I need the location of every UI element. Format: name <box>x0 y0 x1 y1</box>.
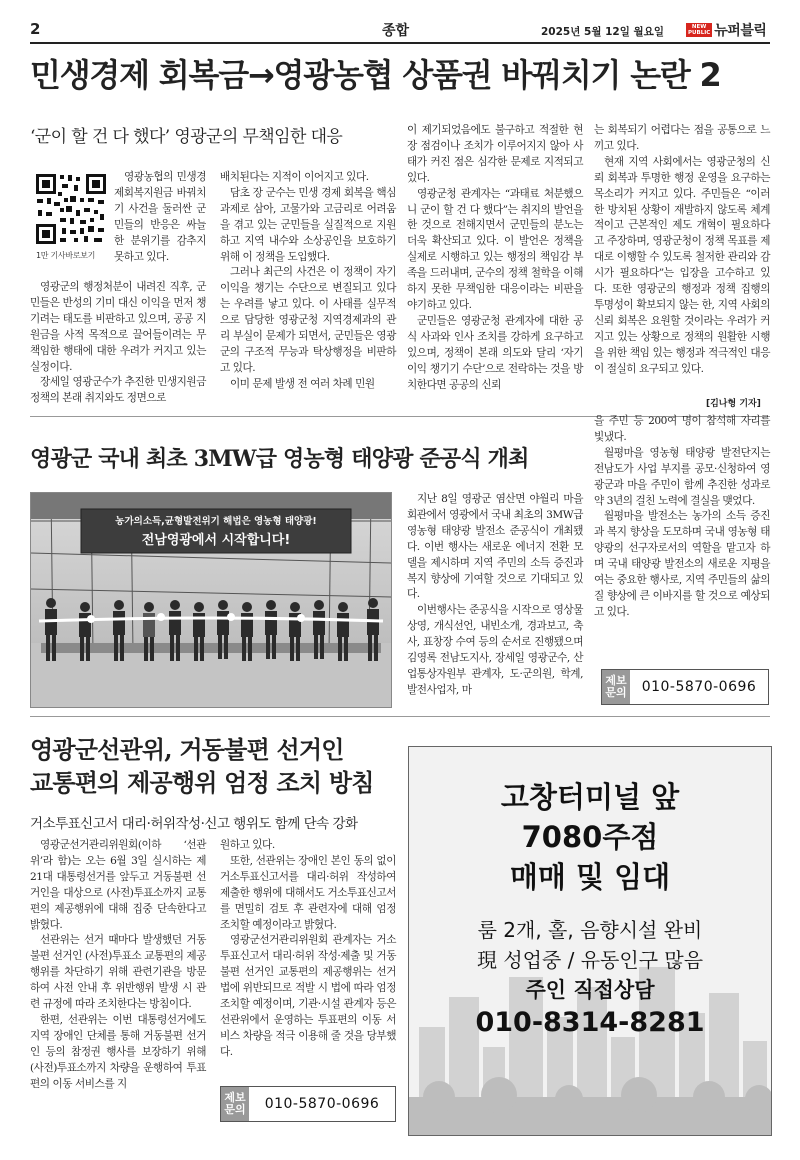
ad-phone[interactable]: 010-8314-8281 <box>475 1007 705 1038</box>
article1-col1-para: 장세일 영광군수가 추진한 민생지원금 정책의 본래 취지와도 정면으로 <box>30 376 206 405</box>
photo-banner-line2: 전남영광에서 시작합니다! <box>141 533 291 548</box>
ad-line-offer: 매매 및 임대 <box>509 860 671 894</box>
article1-col2-para: 이미 문제 발생 전 여러 차례 민원 <box>230 377 375 390</box>
article2-contact-box <box>601 669 769 705</box>
article1-col2-para: 그러나 최근의 사건은 이 정책이 자기 이익을 챙기는 수단으로 변질되고 있다는 우려를 낳고 있다. 이 사태를 실무적으로 담당한 영광군청 지역경제과의 관리 부실이 문제가 되면서, 군민들은 영광군의 구조적 무능과 탁상행정을 비판하고 있다. <box>220 266 396 374</box>
article1-col2-para: 배치된다는 지적이 이어지고 있다. <box>220 171 369 183</box>
article2-col1 <box>407 492 583 699</box>
article3-col1-para: 한편, 선관위는 이번 대통령선거에도 지역 장애인 단체를 통해 거동불편 선거인 등의 참정권 행사를 보장하기 위해 (사전)투표소까지 차량을 운행하여 투표편의 이동 서비스를 지 <box>30 1013 206 1090</box>
article1-byline: [김나형 기자] <box>706 399 761 409</box>
issue-date: 2025년 5월 12일 월요일 <box>541 26 664 38</box>
page-number: 2 <box>30 20 41 38</box>
contact-phone[interactable]: 010-5870-0696 <box>641 679 757 695</box>
contact-label: 제보 문의 <box>602 670 630 704</box>
article1-subhead: ‘군이 할 건 다 했다’ 영광군의 무책임한 대응 <box>30 127 343 147</box>
ceremony-photo <box>30 492 392 708</box>
ad-line-contact-note: 주인 직접상담 <box>525 978 655 1002</box>
ad-line-business: 7080주점 <box>521 820 659 854</box>
article3-col2 <box>220 838 396 1061</box>
article3-headline-line1: 영광군선관위, 거동불편 선거인 <box>30 735 344 764</box>
article3-subhead: 거소투표신고서 대리·허위작성·신고 행위도 함께 단속 강화 <box>30 816 358 832</box>
article3-col2-para: 원하고 있다. <box>220 839 275 851</box>
article2-col2 <box>594 414 770 621</box>
article3-col1 <box>30 838 206 1093</box>
article1-col1-para: 영광군의 행정처분이 내려진 직후, 군민들은 반성의 기미 대신 이익을 먼저 챙기려는 태도를 비판하고 있으며, 공공 지원금을 사적 목적으로 끌어들이려는 무책임한 행태에 대한 우려가 커지고 있는 실정이다. <box>30 281 206 373</box>
qr-caption: 1만 기사바로보기 <box>36 251 96 260</box>
article3-col2-para: 또한, 선관위는 장애인 본인 동의 없이 거소투표신고서를 대리·허위 작성하여 제출한 행위에 대해서도 거소투표신고서를 면밀히 검토 후 관련자에 대해 엄정 조치할 예정이라고 밝혔다. <box>220 854 396 931</box>
article1-headline: 민생경제 회복금→영광농협 상품권 바꿔치기 논란 2 <box>30 56 721 94</box>
ad-line-status: 現 성업중 / 유동인구 많음 <box>476 948 704 972</box>
masthead-logo <box>686 21 766 39</box>
article3-headline-line2: 교통편의 제공행위 엄정 조치 방침 <box>30 768 374 797</box>
article1-col3-para: 영광군청 관계자는 “과태료 처분했으니 군이 할 건 다 했다”는 취지의 발언을 한 것으로 전해지면서 군민들의 분노는 더욱 확산되고 있다. 이 발언은 정책을 실제로 시행하고 있는 행정의 책임감 부족을 드러내며, 군수의 정책 철학을 이해하지 못한 무책임한 대응이라는 비판을 야기하고 있다. <box>407 187 583 311</box>
divider <box>30 716 770 717</box>
article3-col1-para: 영광군선거관리위원회(이하 ‘선관위’라 함)는 오는 6월 3일 실시하는 제21대 대통령선거를 앞두고 거동불편 선거인을 대상으로 (사전)투표소까지 교통편의 제공행위에 대해 집중 단속한다고 밝혔다. <box>30 839 206 931</box>
photo-banner-line1: 농가의소득,균형발전위기 해법은 영농형 태양광! <box>115 516 317 527</box>
ad-line-location: 고창터미널 앞 <box>500 780 680 814</box>
article1-col1-para: 영광농협의 민생경제회복지원금 바꿔치기 사건을 둘러싼 군민들의 반응은 싸늘한 분위기를 감추지 못하고 있다. <box>114 171 206 263</box>
article2-col1-para: 지난 8일 영광군 염산면 야월리 마을회관에서 영광에서 국내 최초의 3MW급 영농형 태양광 발전소 준공식이 개최됐다. 이번 행사는 새로운 에너지 전환 모델을 제시하며 지역 주민의 소득 증진과 복지 향상에 기여할 것으로 기대되고 있다. <box>407 493 583 601</box>
logo-badge: NEW PUBLIC <box>688 24 711 36</box>
article3-contact-box <box>220 1086 396 1122</box>
advertisement <box>408 746 772 1136</box>
article3-col1-para: 선관위는 선거 때마다 발생했던 거동불편 선거인 (사전)투표소 교통편의 제공행위를 차단하기 위해 관련기관을 방문하여 사전 안내 후 위반행위 발생 시 관련 규정에 따라 조치한다는 방침이다. <box>30 934 206 1011</box>
article1-col4-para: 현재 지역 사회에서는 영광군청의 신뢰 회복과 투명한 행정 운영을 요구하는 목소리가 커지고 있다. 주민들은 “이러한 방치된 상황이 재발하지 않도록 체계적이고 근본적인 제도 개혁이 필요하다고 주장하며, 영광군청이 정책 목표를 제대로 이행할 수 있도록 철저한 관리와 감시가 필요하다”는 입장을 고수하고 있다. 또한 영광군의 행정과 정책 집행의 투명성이 확보되지 않는 한, 지역 사회의 신뢰 회복은 요원할 것이라는 우려가 커지고 있는 상황으로 정책의 원활한 시행을 위한 책임 있는 행정과 적극적인 대응이 절실히 요구되고 있다. <box>594 155 770 375</box>
article2-col2-para: 월평마을 영농형 태양광 발전단지는 전남도가 사업 부지를 공모·신청하여 영광군과 마을 주민이 함께 추진한 성과로 약 3년의 걸친 노력에 결실을 맺었다. <box>594 446 770 507</box>
article2-col1-para: 이번행사는 준공식을 시작으로 영상물 상영, 개식선언, 내빈소개, 경과보고, 축사, 표창장 수여 등의 순서로 진행됐으며 김영록 전남도지사, 장세일 영광군수, 산업통상자원부 관계자, 도·군의원, 학계, 발전사업자, 마 <box>407 604 583 696</box>
contact-label: 제보 문의 <box>221 1087 249 1121</box>
article2-col2-para: 을 주민 등 200여 명이 참석해 자리를 빛냈다. <box>594 415 770 443</box>
article1-col3-para: 군민들은 영광군청 관계자에 대한 공식 사과와 인사 조치를 강하게 요구하고 있으며, 정책이 본래 의도와 달리 ‘자기 이익 챙기기 수단’으로 전락하는 것을 방치한다면 공공의 신뢰 <box>407 314 583 391</box>
ad-line-facilities: 룸 2개, 홀, 음향시설 완비 <box>477 918 703 942</box>
section-label: 종합 <box>382 23 410 39</box>
article1-col2-para: 담초 장 군수는 민생 경제 회복을 핵심 과제로 삼아, 고물가와 고금리로 어려움을 겪고 있는 군민들을 실질적으로 지원하고 지역 내수와 소상공인을 보호하기 위해 이 정책을 도입했다. <box>220 186 396 263</box>
article3-col2-para: 영광군선거관리위원회 관계자는 거소투표신고서 대리·허위 작성·제출 및 거동불편 선거인 교통편의 제공행위는 선거법에 위반되므로 적발 시 법에 따라 엄정 조치할 예정이며, 기관·시설 관계자 등은 선관위에서 운영하는 투표편의 이동 서비스 차량을 적극 이용해 줄 것을 당부했다. <box>220 934 396 1058</box>
article1-col3-para: 이 제기되었음에도 불구하고 적절한 현장 점검이나 조치가 이루어지지 않아 사태가 커진 점은 심각한 문제로 지적되고 있다. <box>407 124 583 184</box>
contact-phone[interactable]: 010-5870-0696 <box>264 1096 380 1112</box>
article1-col4-para: 는 회복되기 어렵다는 점을 공통으로 느끼고 있다. <box>594 124 770 152</box>
logo-text: 뉴퍼블릭 <box>714 23 767 39</box>
article2-headline: 영광군 국내 최초 3MW급 영농형 태양광 준공식 개최 <box>30 446 529 472</box>
article1-col3 <box>407 123 583 393</box>
article1-col4 <box>594 123 770 378</box>
article2-col2-para: 월평마을 발전소는 농가의 소득 증진과 복지 향상을 도모하며 국내 영농형 태양광의 선구자로서의 역할을 맡고자 하며 국내 태양광 발전소의 새로운 지평을 여는 중요한 행사로, 지역 주민들의 삶의 질 향상에 큰 이바지를 할 것으로 예상되고 있다. <box>594 510 770 618</box>
article1-col2 <box>220 170 396 393</box>
article1-col1 <box>30 170 206 407</box>
masthead-rule <box>30 42 770 44</box>
